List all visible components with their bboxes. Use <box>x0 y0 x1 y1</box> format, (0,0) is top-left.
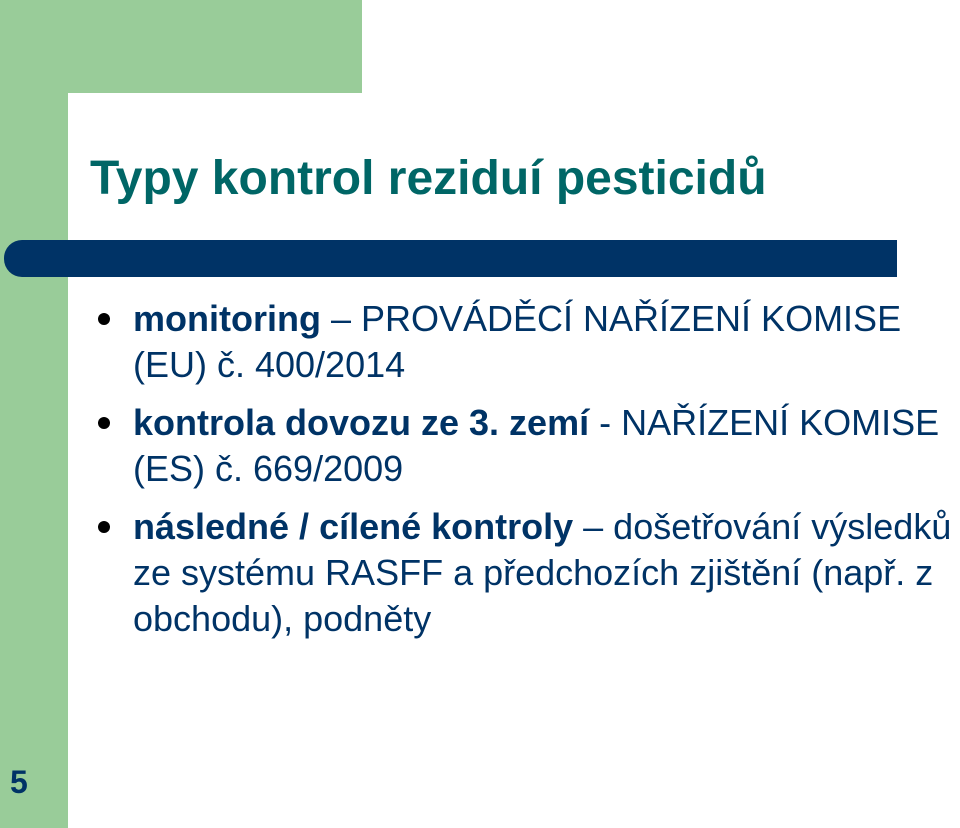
bullet-item-monitoring <box>98 296 958 388</box>
bullet-text: – došetřování výsledků ze systému RASFF a předchozích zjištění (např. z obchodu), podněty <box>133 506 952 639</box>
title-underline-bar <box>4 240 897 277</box>
page-number: 5 <box>10 764 28 800</box>
bullet-dot-icon <box>98 417 110 429</box>
bullet-dot-icon <box>98 521 110 533</box>
bullet-heading: monitoring <box>133 298 321 339</box>
bullet-item-follow-up-control <box>98 504 958 642</box>
bullet-heading: kontrola dovozu ze 3. zemí <box>133 402 590 443</box>
green-side-panel <box>0 0 68 828</box>
white-rounded-corner <box>68 93 128 153</box>
slide-title: Typy kontrol reziduí pesticidů <box>90 152 767 205</box>
bullet-list <box>98 296 958 654</box>
bullet-item-import-control <box>98 400 958 492</box>
bullet-dot-icon <box>98 313 110 325</box>
green-top-panel <box>0 0 362 93</box>
bullet-heading: následné / cílené kontroly <box>133 506 574 547</box>
bullet-text: – PROVÁDĚCÍ NAŘÍZENÍ KOMISE (EU) č. 400/2014 <box>133 298 902 385</box>
bullet-text: - NAŘÍZENÍ KOMISE (ES) č. 669/2009 <box>133 402 940 489</box>
